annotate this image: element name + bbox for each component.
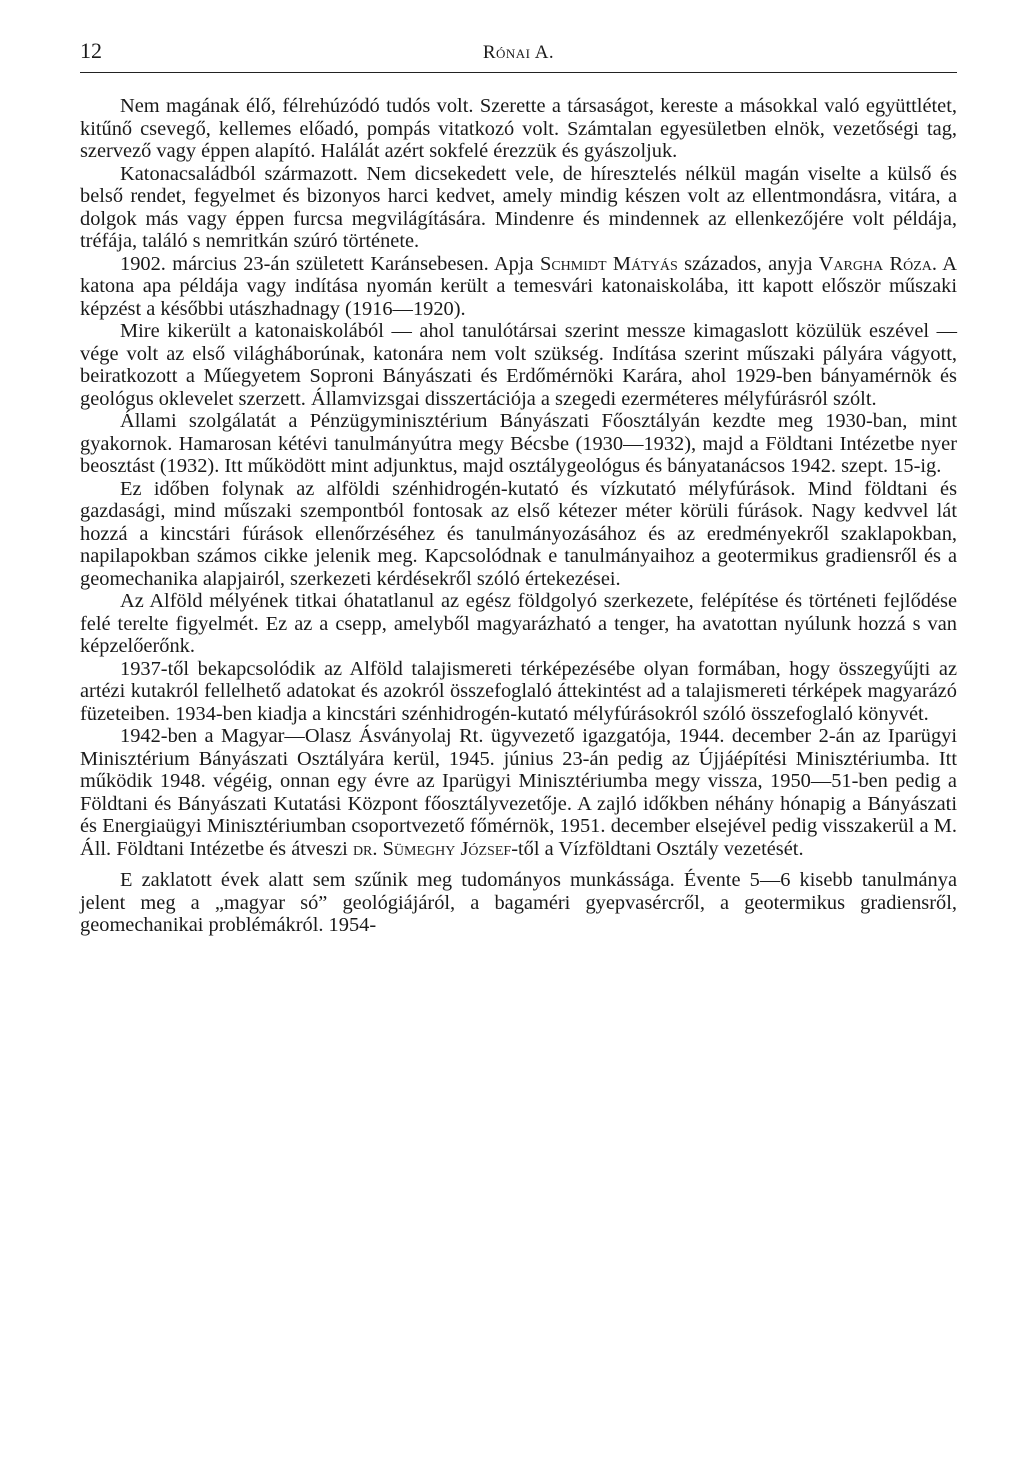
- paragraph-text: 1937-től bekapcsolódik az Alföld talajismereti térképezésébe olyan formában, hogy összegyűjti az artézi kutakról fellelhető adatokat és azokról összefoglaló áttekintést ad a talajismereti térképek magyarázó füzeteiben. 1934-ben kiadja a kincstári szénhidrogén-kutató mélyfúrásokról szóló összefoglaló könyvét.: [80, 657, 957, 725]
- paragraph-text: 1942-ben a Magyar—Olasz Ásványolaj Rt. ügyvezető igazgatója, 1944. december 2-án az Iparügyi Minisztérium Bányászati Osztályára kerül, 1945. június 23-án pedig az Újjáépítési Minisztériumba. Itt működik 1948. végéig, onnan egy évre az Iparügyi Minisztériumba megy vissza, 1950—51-ben pedig a Földtani és Bányászati Kutatási Központ főosztályvezetője. A zajló időkben néhány hónapig a Bányászati és Energiaügyi Minisztériumban csoportvezető főmérnök, 1951. december elsejével pedig visszakerül a M. Áll. Földtani Intézetbe és átveszi: [80, 725, 957, 860]
- paragraph: [80, 163, 957, 253]
- paragraph-text: Katonacsaládból származott. Nem dicsekedett vele, de híresztelés nélkül magán viselte a külső és belső rendet, fegyelmet és bizonyos harci kedvet, amely mindig készen volt az ellentmondásra, vitára, a dolgok más vagy éppen furcsa megvilágítására. Mindenre és mindennek az ellenkezőjére volt példája, tréfája, találó s nemritkán szúró története.: [80, 162, 957, 252]
- paragraph-text: százados, anyja: [677, 252, 819, 275]
- paragraph: [80, 320, 957, 410]
- paragraph-text: Mire kikerült a katonaiskolából — ahol tanulótársai szerint messze kimagaslott közülük eszével — vége volt az első világháborúnak, katonára nem volt szükség. Indítása szerint műszaki pályára vágyott, beiratkozott a Műegyetem Soproni Bányászati és Erdőmérnöki Karára, ahol 1929-ben bányamérnök és geológus oklevelet szerzett. Államvizsgai disszertációja a szegedi ezerméteres mélyfúrásról szólt.: [80, 320, 957, 410]
- person-name: dr. Sümeghy József: [352, 837, 512, 860]
- paragraph: [80, 658, 957, 726]
- paragraph: [80, 253, 957, 321]
- paragraph: [80, 869, 957, 937]
- person-name: Schmidt Mátyás: [539, 252, 678, 275]
- paragraph-text: E zaklatott évek alatt sem szűnik meg tudományos munkássága. Évente 5—6 kisebb tanulmánya jelent meg a „magyar só” geológiájáról, a bagaméri gyepvasércről, a geotermikus gradiensről, geomechanikai problémákról. 1954-: [80, 869, 957, 936]
- body-text: [80, 95, 957, 937]
- paragraph-text: Ez időben folynak az alföldi szénhidrogén-kutató és vízkutató mélyfúrások. Mind földtani és gazdasági, mind műszaki szempontból fontosak az első kétezer méter körüli fúrások. Nagy kedvvel lát hozzá a kincstári fúrások ellenőrzéséhez és tanulmányozásához és az eredményekről szaklapokban, napilapokban számos cikke jelenik meg. Kapcsolódnak e tanulmányaihoz a geotermikus gradiensről és a geomechanika alapjairól, szerkezeti kérdésekről szóló értekezései.: [80, 477, 957, 590]
- paragraph-text: 1902. március 23-án született Karánsebesen. Apja: [120, 252, 540, 275]
- paragraph-text: Nem magának élő, félrehúzódó tudós volt. Szerette a társaságot, kereste a másokkal való együttlétet, kitűnő csevegő, kellemes előadó, pompás vitatkozó volt. Számtalan egyesületben elnök, vezetőségi tag, szervező vagy éppen alapító. Halálát azért sokfelé érezzük és gyászoljuk.: [80, 95, 957, 162]
- page-header: [80, 38, 957, 73]
- running-head: Rónai A.: [482, 42, 555, 63]
- paragraph-text: Az Alföld mélyének titkai óhatatlanul az egész földgolyó szerkezete, felépítése és történeti fejlődése felé terelte figyelmét. Ez az a csepp, amelyből magyarázható a tenger, ha avatottan nyúlunk hozzá s van képzelőerőnk.: [80, 590, 957, 657]
- paragraph: [80, 590, 957, 658]
- paragraph: [80, 95, 957, 163]
- paragraph-text: Állami szolgálatát a Pénzügyminisztérium Bányászati Főosztályán kezdte meg 1930-ban, mint gyakornok. Hamarosan kétévi tanulmányútra megy Bécsbe (1930—1932), majd a Földtani Intézetbe nyer beosztást (1932). Itt működött mint adjunktus, majd osztálygeológus és bányatanácsos 1942. szept. 15-ig.: [80, 410, 957, 477]
- paragraph-text: -től a Vízföldtani Osztály vezetését.: [511, 837, 804, 860]
- paragraph: [80, 478, 957, 591]
- paragraph: [80, 725, 957, 860]
- paragraph: [80, 410, 957, 478]
- page-number: 12: [80, 38, 102, 63]
- paragraph-text: . A katona apa példája vagy indítása nyomán került a temesvári katonaiskolába, itt kapott először műszaki képzést a későbbi utászhadnagy (1916—1920).: [80, 252, 958, 320]
- person-name: Vargha Róza: [818, 252, 932, 275]
